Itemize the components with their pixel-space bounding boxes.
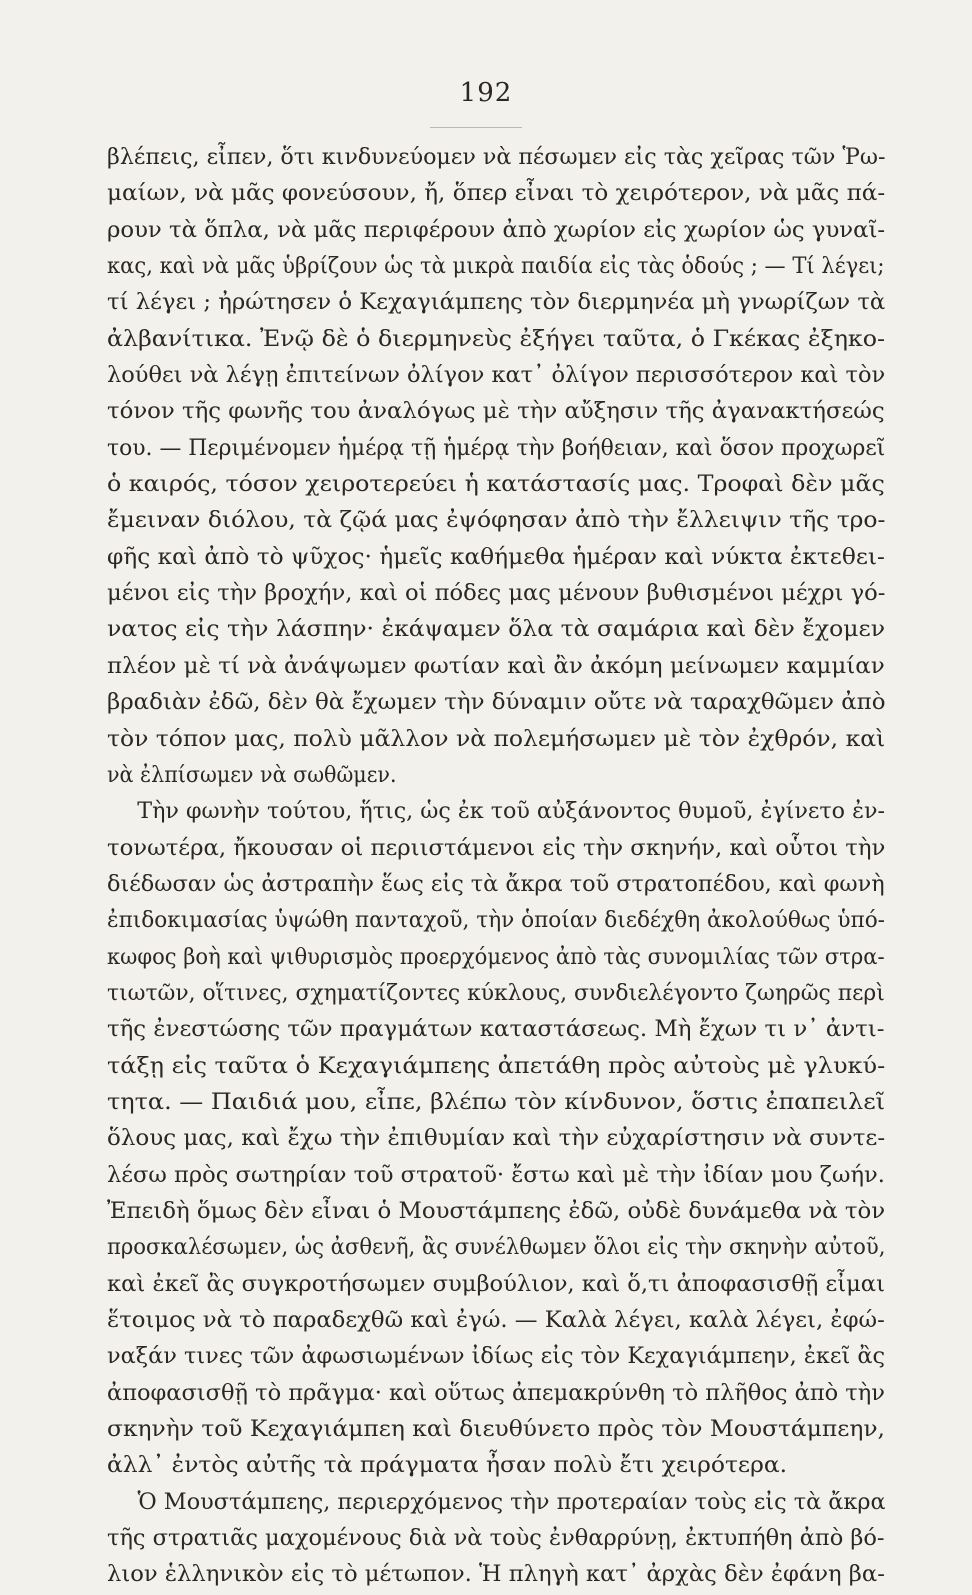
text-line: τῆς στρατιᾶς μαχομένους διὰ νὰ τοὺς ἐνθαρρύνῃ, ἐκτυπήθη ἀπὸ βό- [107, 1526, 885, 1552]
text-line: ἀλλ᾽ ἐντὸς αὐτῆς τὰ πράγματα ἦσαν πολὺ ἔτι χειρότερα. [107, 1453, 788, 1479]
page-number: 192 [459, 78, 513, 108]
text-line: Τὴν φωνὴν τούτου, ἥτις, ὡς ἐκ τοῦ αὐξάνοντος θυμοῦ, ἐγίνετο ἐν- [137, 799, 885, 825]
text-line: τί λέγει ; ἠρώτησεν ὁ Κεχαγιάμπεης τὸν διερμηνέα μὴ γνωρίζων τὰ [107, 290, 886, 316]
text-line: τὸν τόπον μας, πολὺ μᾶλλον νὰ πολεμήσωμεν μὲ τὸν ἐχθρόν, καὶ [107, 726, 886, 752]
text-line: καὶ ἐκεῖ ἂς συγκροτήσωμεν συμβούλιον, καὶ ὅ,τι ἀποφασισθῇ εἶμαι [107, 1271, 885, 1297]
text-line: κας, καὶ νὰ μᾶς ὑβρίζουν ὡς τὰ μικρὰ παιδία εἰς τὰς ὁδούς ; — Τί λέγει; [107, 254, 885, 280]
text-line: ἀλβανίτικα. Ἐνῷ δὲ ὁ διερμηνεὺς ἐξήγει ταῦτα, ὁ Γκέκας ἐξηκο- [107, 326, 886, 352]
text-line: τόνον τῆς φωνῆς του ἀναλόγως μὲ τὴν αὔξησιν τῆς ἀγανακτήσεώς [107, 399, 885, 425]
text-line: ναξάν τινες τῶν ἀφωσιωμένων ἰδίως εἰς τὸν Κεχαγιάμπεην, ἐκεῖ ἂς [107, 1344, 886, 1370]
text-line: ἔμειναν διόλου, τὰ ζῷά μας ἐψόφησαν ἀπὸ τὴν ἔλλειψιν τῆς τρο- [107, 508, 886, 534]
text-line: νατος εἰς τὴν λάσπην· ἐκάψαμεν ὅλα τὰ σαμάρια καὶ δὲν ἔχομεν [107, 617, 886, 643]
text-line: Ἐπειδὴ ὅμως δὲν εἶναι ὁ Μουστάμπεης ἐδῶ, οὐδὲ δυνάμεθα νὰ τὸν [107, 1198, 886, 1224]
text-line: μένοι εἰς τὴν βροχήν, καὶ οἱ πόδες μας μένουν βυθισμένοι μέχρι γό- [107, 581, 886, 607]
text-line: τάξῃ εἰς ταῦτα ὁ Κεχαγιάμπεης ἀπετάθη πρὸς αὐτοὺς μὲ γλυκύ- [107, 1053, 886, 1079]
text-line: προσκαλέσωμεν, ὡς ἀσθενῆ, ἂς συνέλθωμεν ὅλοι εἰς τὴν σκηνὴν αὐτοῦ, [107, 1235, 886, 1261]
text-line: τητα. — Παιδιά μου, εἶπε, βλέπω τὸν κίνδυνον, ὅστις ἐπαπειλεῖ [107, 1089, 886, 1115]
text-line: διέδωσαν ὡς ἀστραπὴν ἕως εἰς τὰ ἄκρα τοῦ στρατοπέδου, καὶ φωνὴ [107, 871, 885, 897]
text-body [107, 138, 920, 1592]
text-line: τῆς ἐνεστώσης τῶν πραγμάτων καταστάσεως. Μὴ ἔχων τι ν᾽ ἀντι- [107, 1017, 885, 1043]
text-line: λιον ἑλληνικὸν εἰς τὸ μέτωπον. Ἡ πληγὴ κατ᾽ ἀρχὰς δὲν ἐφάνη βα- [107, 1562, 885, 1588]
text-line: ὁ καιρός, τόσον χειροτερεύει ἡ κατάστασίς μας. Τροφαὶ δὲν μᾶς [107, 472, 885, 498]
text-line: φῆς καὶ ἀπὸ τὸ ψῦχος· ἡμεῖς καθήμεθα ἡμέραν καὶ νύκτα ἐκτεθει- [107, 544, 885, 570]
header-rule [430, 127, 522, 128]
text-line: μαίων, νὰ μᾶς φονεύσουν, ἤ, ὅπερ εἶναι τὸ χειρότερον, νὰ μᾶς πά- [107, 181, 886, 207]
text-line: πλέον μὲ τί νὰ ἀνάψωμεν φωτίαν καὶ ἂν ἀκόμη μείνωμεν καμμίαν [107, 653, 885, 679]
text-line: σκηνὴν τοῦ Κεχαγιάμπεη καὶ διευθύνετο πρὸς τὸν Μουστάμπεην, [107, 1417, 885, 1443]
text-line: ἐπιδοκιμασίας ὑψώθη πανταχοῦ, τὴν ὁποίαν διεδέχθη ἀκολούθως ὑπό- [107, 908, 885, 934]
text-line: τιωτῶν, οἵτινες, σχηματίζοντες κύκλους, συνδιελέγοντο ζωηρῶς περὶ [107, 980, 885, 1006]
text-line: νὰ ἐλπίσωμεν νὰ σωθῶμεν. [107, 762, 397, 788]
text-line: ἕτοιμος νὰ τὸ παραδεχθῶ καὶ ἐγώ. — Καλὰ λέγει, καλὰ λέγει, ἐφώ- [107, 1308, 885, 1333]
text-line: κωφος βοὴ καὶ ψιθυρισμὸς προερχόμενος ἀπὸ τὰς συνομιλίας τῶν στρα- [107, 944, 885, 970]
text-line: λούθει νὰ λέγῃ ἐπιτείνων ὀλίγον κατ᾽ ὀλίγον περισσότερον καὶ τὸν [107, 363, 886, 389]
text-line: ὅλους μας, καὶ ἔχω τὴν ἐπιθυμίαν καὶ τὴν εὐχαρίστησιν νὰ συντε- [107, 1126, 886, 1152]
text-line: ἀποφασισθῇ τὸ πρᾶγμα· καὶ οὕτως ἀπεμακρύνθη τὸ πλῆθος ἀπὸ τὴν [107, 1380, 885, 1406]
text-line: Ὁ Μουστάμπεης, περιερχόμενος τὴν προτεραίαν τοὺς εἰς τὰ ἄκρα [137, 1489, 886, 1515]
text-line: λέσω πρὸς σωτηρίαν τοῦ στρατοῦ· ἔστω καὶ μὲ τὴν ἰδίαν μου ζωήν. [107, 1162, 885, 1188]
text-line: βραδιὰν ἐδῶ, δὲν θὰ ἔχωμεν τὴν δύναμιν οὔτε νὰ ταραχθῶμεν ἀπὸ [107, 690, 886, 716]
text-line: ρουν τὰ ὅπλα, νὰ μᾶς περιφέρουν ἀπὸ χωρίον εἰς χωρίον ὡς γυναῖ- [107, 217, 886, 243]
text-line: του. — Περιμένομεν ἡμέρᾳ τῇ ἡμέρᾳ τὴν βοήθειαν, καὶ ὅσον προχωρεῖ [107, 435, 886, 461]
text-line: τονωτέρα, ἤκουσαν οἱ περιιστάμενοι εἰς τὴν σκηνήν, καὶ οὗτοι τὴν [107, 835, 886, 861]
text-line: βλέπεις, εἶπεν, ὅτι κινδυνεύομεν νὰ πέσωμεν εἰς τὰς χεῖρας τῶν Ῥω- [107, 145, 886, 170]
